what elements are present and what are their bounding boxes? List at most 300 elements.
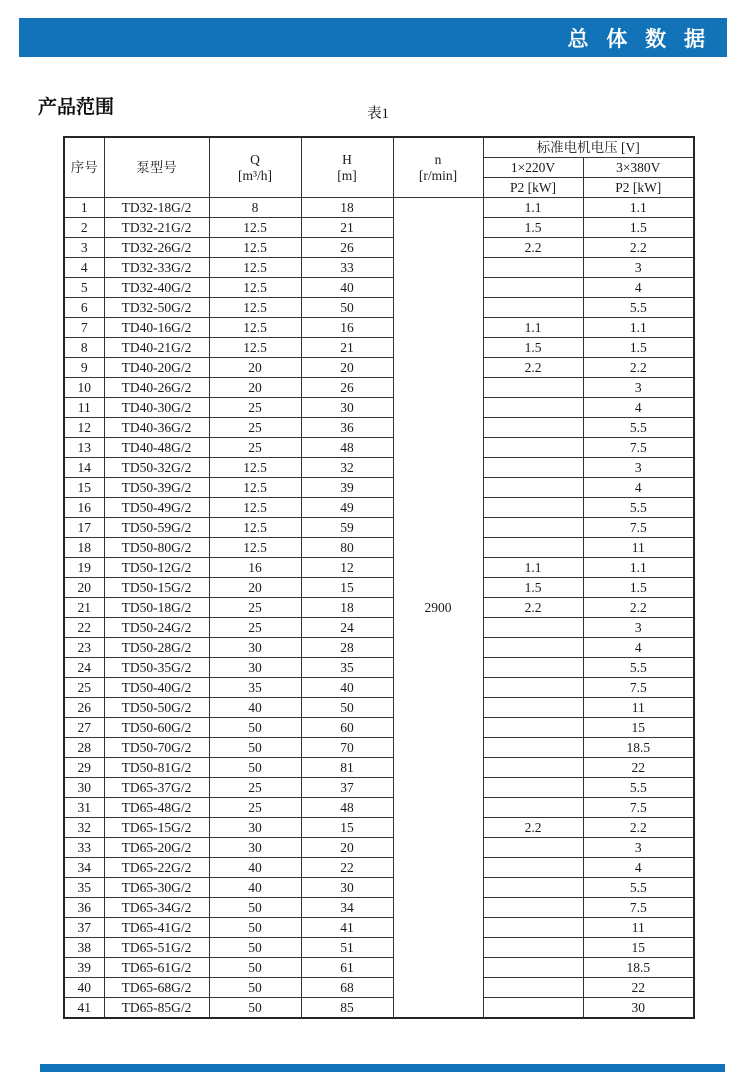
cell-p2-380: 3 [583,618,694,638]
cell-flow: 12.5 [209,258,301,278]
cell-head: 60 [301,718,393,738]
table-row [64,258,694,278]
cell-no: 4 [64,258,104,278]
flow-unit: [m³/h] [237,167,273,183]
cell-head: 18 [301,198,393,218]
cell-p2-380: 18.5 [583,958,694,978]
cell-p2-380: 2.2 [583,598,694,618]
table-row [64,738,694,758]
cell-p2-220: 2.2 [483,818,583,838]
table-row [64,858,694,878]
cell-p2-380: 11 [583,918,694,938]
cell-model: TD50-28G/2 [104,638,209,658]
cell-p2-220 [483,378,583,398]
cell-no: 13 [64,438,104,458]
cell-no: 41 [64,998,104,1019]
table-row [64,398,694,418]
cell-flow: 12.5 [209,338,301,358]
cell-no: 26 [64,698,104,718]
cell-model: TD40-20G/2 [104,358,209,378]
cell-flow: 30 [209,838,301,858]
table-row [64,418,694,438]
cell-flow: 12.5 [209,238,301,258]
cell-p2-220: 2.2 [483,238,583,258]
cell-model: TD65-85G/2 [104,998,209,1019]
table-row [64,338,694,358]
cell-p2-380: 30 [583,998,694,1019]
cell-head: 21 [301,338,393,358]
cell-p2-220 [483,738,583,758]
cell-head: 20 [301,838,393,858]
cell-p2-220 [483,278,583,298]
table-row [64,598,694,618]
cell-no: 24 [64,658,104,678]
cell-no: 15 [64,478,104,498]
table-row [64,558,694,578]
cell-model: TD50-80G/2 [104,538,209,558]
col-header-p2-380: P2 [kW] [583,178,694,198]
cell-p2-380: 15 [583,718,694,738]
table-row [64,838,694,858]
cell-head: 26 [301,378,393,398]
cell-model: TD50-50G/2 [104,698,209,718]
table-row [64,498,694,518]
cell-p2-380: 5.5 [583,878,694,898]
cell-p2-220: 1.5 [483,338,583,358]
cell-flow: 20 [209,378,301,398]
col-header-speed [393,137,483,198]
cell-head: 18 [301,598,393,618]
cell-model: TD50-40G/2 [104,678,209,698]
table-row [64,778,694,798]
cell-model: TD50-60G/2 [104,718,209,738]
cell-head: 81 [301,758,393,778]
cell-flow: 12.5 [209,318,301,338]
table-row [64,938,694,958]
cell-flow: 40 [209,878,301,898]
cell-head: 21 [301,218,393,238]
table-row [64,898,694,918]
cell-p2-220 [483,778,583,798]
cell-model: TD40-48G/2 [104,438,209,458]
cell-no: 3 [64,238,104,258]
cell-p2-220 [483,538,583,558]
cell-p2-220 [483,938,583,958]
cell-head: 33 [301,258,393,278]
cell-p2-220 [483,958,583,978]
cell-p2-380: 22 [583,758,694,778]
cell-flow: 50 [209,998,301,1019]
cell-head: 50 [301,698,393,718]
cell-p2-380: 2.2 [583,238,694,258]
cell-no: 17 [64,518,104,538]
cell-model: TD65-68G/2 [104,978,209,998]
cell-no: 39 [64,958,104,978]
header-row-1 [64,137,694,158]
cell-p2-380: 1.1 [583,318,694,338]
cell-flow: 50 [209,898,301,918]
cell-flow: 50 [209,958,301,978]
cell-flow: 20 [209,358,301,378]
cell-model: TD65-30G/2 [104,878,209,898]
cell-p2-380: 2.2 [583,358,694,378]
cell-p2-220 [483,698,583,718]
cell-flow: 12.5 [209,278,301,298]
cell-model: TD65-37G/2 [104,778,209,798]
col-header-voltage-group: 标准电机电压 [V] [483,137,694,158]
cell-flow: 30 [209,818,301,838]
speed-symbol: n [434,151,442,167]
cell-model: TD32-18G/2 [104,198,209,218]
cell-p2-380: 4 [583,638,694,658]
cell-p2-380: 15 [583,938,694,958]
table-row [64,278,694,298]
cell-no: 27 [64,718,104,738]
table-row [64,458,694,478]
table-row [64,318,694,338]
cell-model: TD50-12G/2 [104,558,209,578]
cell-p2-380: 4 [583,278,694,298]
cell-p2-220 [483,618,583,638]
col-header-no: 序号 [64,137,104,198]
col-header-model: 泵型号 [104,137,209,198]
cell-model: TD40-36G/2 [104,418,209,438]
cell-head: 85 [301,998,393,1019]
cell-flow: 12.5 [209,518,301,538]
head-unit: [m] [337,167,357,183]
cell-p2-380: 7.5 [583,798,694,818]
cell-p2-380: 11 [583,538,694,558]
cell-no: 28 [64,738,104,758]
table-row [64,978,694,998]
col-header-flow [209,137,301,198]
cell-p2-380: 5.5 [583,658,694,678]
table-row [64,618,694,638]
cell-p2-220 [483,858,583,878]
cell-no: 32 [64,818,104,838]
cell-p2-380: 7.5 [583,518,694,538]
cell-no: 40 [64,978,104,998]
cell-p2-220 [483,458,583,478]
table-row [64,538,694,558]
head-symbol: H [342,151,352,167]
cell-head: 30 [301,398,393,418]
cell-no: 23 [64,638,104,658]
cell-p2-380: 3 [583,458,694,478]
cell-p2-380: 3 [583,838,694,858]
cell-p2-380: 7.5 [583,678,694,698]
cell-p2-220: 2.2 [483,358,583,378]
cell-flow: 30 [209,658,301,678]
col-header-220v: 1×220V [483,158,583,178]
cell-head: 22 [301,858,393,878]
cell-head: 26 [301,238,393,258]
table-row [64,198,694,218]
cell-no: 9 [64,358,104,378]
table-row [64,678,694,698]
table-row [64,218,694,238]
footer-accent-bar [40,1064,725,1072]
cell-model: TD65-48G/2 [104,798,209,818]
cell-p2-380: 4 [583,398,694,418]
cell-model: TD50-81G/2 [104,758,209,778]
cell-model: TD32-21G/2 [104,218,209,238]
table-row [64,878,694,898]
cell-head: 32 [301,458,393,478]
cell-no: 38 [64,938,104,958]
cell-p2-220 [483,478,583,498]
cell-model: TD65-61G/2 [104,958,209,978]
cell-flow: 35 [209,678,301,698]
cell-p2-220 [483,798,583,818]
cell-no: 33 [64,838,104,858]
cell-model: TD32-26G/2 [104,238,209,258]
cell-head: 68 [301,978,393,998]
cell-head: 36 [301,418,393,438]
cell-model: TD65-20G/2 [104,838,209,858]
cell-p2-380: 1.5 [583,338,694,358]
flow-symbol: Q [250,151,260,167]
cell-head: 37 [301,778,393,798]
cell-no: 10 [64,378,104,398]
cell-flow: 50 [209,738,301,758]
table-row [64,518,694,538]
cell-head: 51 [301,938,393,958]
cell-p2-380: 1.1 [583,558,694,578]
cell-flow: 50 [209,918,301,938]
cell-flow: 50 [209,938,301,958]
table-row [64,718,694,738]
cell-no: 25 [64,678,104,698]
cell-p2-380: 1.5 [583,578,694,598]
cell-p2-220: 1.5 [483,578,583,598]
cell-no: 30 [64,778,104,798]
cell-head: 35 [301,658,393,678]
table-body [64,198,694,1019]
cell-p2-220 [483,838,583,858]
cell-model: TD65-41G/2 [104,918,209,938]
cell-p2-220 [483,998,583,1019]
cell-flow: 12.5 [209,218,301,238]
cell-no: 19 [64,558,104,578]
cell-head: 50 [301,298,393,318]
cell-flow: 50 [209,758,301,778]
cell-no: 12 [64,418,104,438]
cell-no: 7 [64,318,104,338]
cell-model: TD65-51G/2 [104,938,209,958]
cell-no: 35 [64,878,104,898]
cell-head: 24 [301,618,393,638]
cell-p2-380: 5.5 [583,778,694,798]
cell-no: 22 [64,618,104,638]
cell-p2-380: 7.5 [583,438,694,458]
cell-p2-220 [483,658,583,678]
cell-flow: 50 [209,978,301,998]
top-banner-title: 总 体 数 据 [567,27,711,51]
cell-p2-220 [483,678,583,698]
cell-model: TD65-34G/2 [104,898,209,918]
col-header-head [301,137,393,198]
cell-p2-220 [483,878,583,898]
cell-no: 6 [64,298,104,318]
cell-p2-380: 4 [583,858,694,878]
product-range-table [63,136,695,1019]
cell-head: 48 [301,438,393,458]
cell-no: 11 [64,398,104,418]
cell-no: 34 [64,858,104,878]
cell-model: TD32-40G/2 [104,278,209,298]
cell-head: 48 [301,798,393,818]
cell-p2-220 [483,498,583,518]
cell-no: 5 [64,278,104,298]
cell-p2-220: 2.2 [483,598,583,618]
cell-p2-380: 2.2 [583,818,694,838]
cell-model: TD50-59G/2 [104,518,209,538]
speed-unit: [r/min] [418,167,458,183]
table-row [64,358,694,378]
cell-flow: 50 [209,718,301,738]
table-row [64,818,694,838]
table-row [64,238,694,258]
cell-p2-380: 3 [583,258,694,278]
cell-no: 16 [64,498,104,518]
cell-p2-380: 1.5 [583,218,694,238]
cell-flow: 25 [209,798,301,818]
cell-flow: 12.5 [209,538,301,558]
cell-no: 31 [64,798,104,818]
table-row [64,578,694,598]
table-row [64,438,694,458]
cell-p2-380: 11 [583,698,694,718]
cell-p2-220 [483,438,583,458]
cell-no: 37 [64,918,104,938]
cell-flow: 12.5 [209,458,301,478]
cell-flow: 12.5 [209,298,301,318]
cell-flow: 40 [209,698,301,718]
cell-p2-380: 7.5 [583,898,694,918]
cell-model: TD65-15G/2 [104,818,209,838]
cell-model: TD32-33G/2 [104,258,209,278]
cell-model: TD50-70G/2 [104,738,209,758]
cell-p2-380: 5.5 [583,298,694,318]
table-row [64,918,694,938]
cell-p2-220: 1.1 [483,198,583,218]
cell-speed-merged: 2900 [393,198,483,1019]
cell-p2-380: 4 [583,478,694,498]
cell-head: 15 [301,818,393,838]
cell-no: 20 [64,578,104,598]
cell-head: 61 [301,958,393,978]
cell-flow: 25 [209,398,301,418]
cell-p2-380: 18.5 [583,738,694,758]
cell-p2-380: 3 [583,378,694,398]
cell-head: 59 [301,518,393,538]
top-banner [19,18,727,57]
cell-p2-380: 1.1 [583,198,694,218]
cell-model: TD65-22G/2 [104,858,209,878]
cell-p2-220 [483,638,583,658]
table-row [64,998,694,1019]
cell-p2-220 [483,298,583,318]
cell-flow: 25 [209,778,301,798]
cell-p2-220 [483,398,583,418]
cell-model: TD50-39G/2 [104,478,209,498]
cell-model: TD40-30G/2 [104,398,209,418]
cell-head: 12 [301,558,393,578]
cell-head: 34 [301,898,393,918]
cell-head: 28 [301,638,393,658]
cell-head: 41 [301,918,393,938]
cell-flow: 25 [209,618,301,638]
cell-head: 70 [301,738,393,758]
cell-model: TD50-18G/2 [104,598,209,618]
cell-flow: 8 [209,198,301,218]
cell-model: TD50-24G/2 [104,618,209,638]
cell-head: 16 [301,318,393,338]
cell-no: 36 [64,898,104,918]
cell-flow: 20 [209,578,301,598]
table-row [64,658,694,678]
table-row [64,378,694,398]
cell-p2-380: 22 [583,978,694,998]
cell-p2-220: 1.5 [483,218,583,238]
cell-p2-380: 5.5 [583,498,694,518]
cell-p2-220 [483,418,583,438]
cell-model: TD40-21G/2 [104,338,209,358]
cell-head: 39 [301,478,393,498]
cell-no: 18 [64,538,104,558]
cell-p2-220 [483,718,583,738]
cell-no: 2 [64,218,104,238]
cell-model: TD50-35G/2 [104,658,209,678]
col-header-p2-220: P2 [kW] [483,178,583,198]
table-header [64,137,694,198]
cell-flow: 12.5 [209,498,301,518]
table-row [64,958,694,978]
cell-flow: 25 [209,418,301,438]
table-row [64,298,694,318]
table-row [64,638,694,658]
cell-model: TD40-26G/2 [104,378,209,398]
cell-model: TD50-32G/2 [104,458,209,478]
cell-head: 80 [301,538,393,558]
cell-flow: 25 [209,438,301,458]
cell-flow: 40 [209,858,301,878]
cell-flow: 12.5 [209,478,301,498]
cell-p2-220 [483,918,583,938]
cell-head: 49 [301,498,393,518]
cell-no: 1 [64,198,104,218]
cell-p2-380: 5.5 [583,418,694,438]
cell-model: TD50-49G/2 [104,498,209,518]
cell-no: 29 [64,758,104,778]
cell-p2-220 [483,258,583,278]
cell-head: 40 [301,678,393,698]
table-row [64,698,694,718]
cell-p2-220 [483,758,583,778]
cell-no: 8 [64,338,104,358]
cell-p2-220: 1.1 [483,318,583,338]
cell-flow: 30 [209,638,301,658]
cell-p2-220 [483,518,583,538]
cell-head: 15 [301,578,393,598]
table-row [64,798,694,818]
cell-model: TD40-16G/2 [104,318,209,338]
cell-p2-220 [483,978,583,998]
cell-p2-220 [483,898,583,918]
table-row [64,478,694,498]
cell-no: 14 [64,458,104,478]
